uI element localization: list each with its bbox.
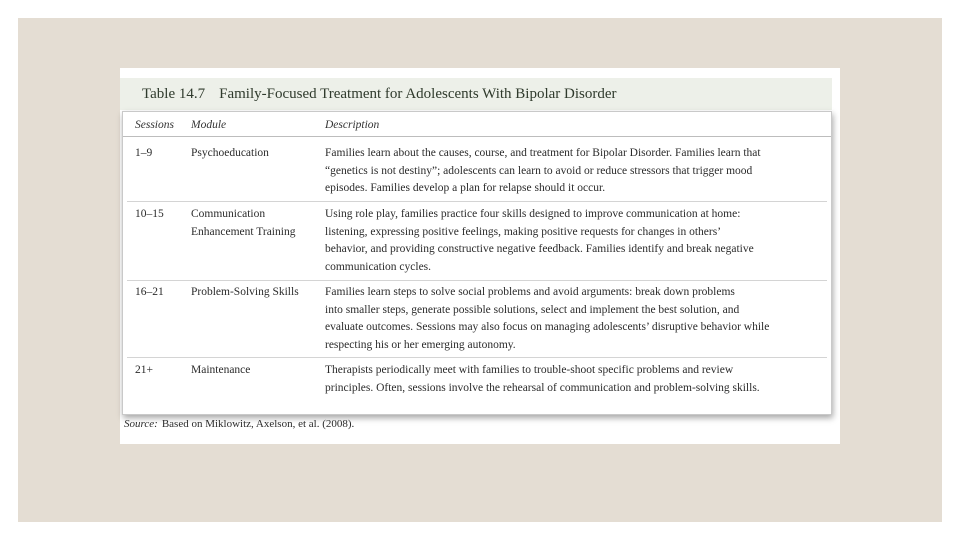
description-line: Families learn steps to solve social problems and avoid arguments: break down problems: [325, 286, 735, 298]
description-line: Therapists periodically meet with families to trouble-shoot specific problems and review: [325, 364, 734, 376]
row-4-module: [191, 362, 321, 380]
description-line: Using role play, families practice four skills designed to improve communication at home:: [325, 208, 741, 220]
description-line: “genetics is not destiny”; adolescents can learn to avoid or reduce stressors that trigger mood: [325, 164, 753, 177]
module-line: Communication: [191, 208, 266, 220]
row-divider: [127, 280, 827, 281]
table-source-note: [124, 418, 354, 430]
module-line: Problem-Solving Skills: [191, 286, 299, 298]
module-line: Psychoeducation: [191, 147, 269, 159]
description-line: episodes. Families develop a plan for relapse should it occur.: [325, 182, 606, 194]
row-4-sessions: 21+: [135, 364, 153, 376]
description-line: respecting his or her emerging autonomy.: [325, 338, 516, 351]
row-1-sessions: 1–9: [135, 147, 153, 159]
row-3-module: [191, 284, 321, 302]
source-label: Source:: [124, 418, 158, 430]
row-divider: [127, 357, 827, 358]
module-line: Enhancement Training: [191, 225, 296, 238]
row-1-module: [191, 145, 321, 163]
header-sessions: Sessions: [135, 119, 174, 131]
source-text: Based on Miklowitz, Axelson, et al. (2008).: [161, 418, 355, 430]
header-module: Module: [191, 119, 227, 131]
table-number: Table 14.7: [142, 86, 206, 102]
row-2-sessions: 10–15: [135, 208, 164, 220]
description-line: into smaller steps, generate possible solutions, select and implement the best solution, and: [325, 303, 740, 316]
row-2-module: [191, 206, 321, 241]
treatment-table: [122, 111, 832, 415]
row-1-description: [325, 145, 825, 198]
row-3-description: [325, 284, 825, 354]
table-header-row: [123, 112, 831, 137]
row-2-description: [325, 206, 825, 276]
description-line: behavior, and providing constructive negative feedback. Families identify and break negative: [325, 243, 754, 255]
description-line: communication cycles.: [325, 260, 432, 273]
description-line: listening, expressing positive feelings, making positive requests for changes in others’: [325, 225, 722, 238]
table-figure: [120, 68, 840, 444]
description-line: Families learn about the causes, course, and treatment for Bipolar Disorder. Families learn that: [325, 147, 761, 159]
header-description: Description: [325, 119, 380, 131]
row-divider: [127, 201, 827, 202]
description-line: evaluate outcomes. Sessions may also focus on managing adolescents’ disruptive behavior while: [325, 321, 770, 333]
table-caption: [142, 86, 617, 103]
description-line: principles. Often, sessions involve the rehearsal of communication and problem-solving skills.: [325, 381, 760, 394]
row-4-description: [325, 362, 825, 397]
row-3-sessions: 16–21: [135, 286, 164, 298]
table-title: Family-Focused Treatment for Adolescents With Bipolar Disorder: [219, 86, 617, 102]
module-line: Maintenance: [191, 364, 251, 376]
slide-background: [18, 18, 942, 522]
